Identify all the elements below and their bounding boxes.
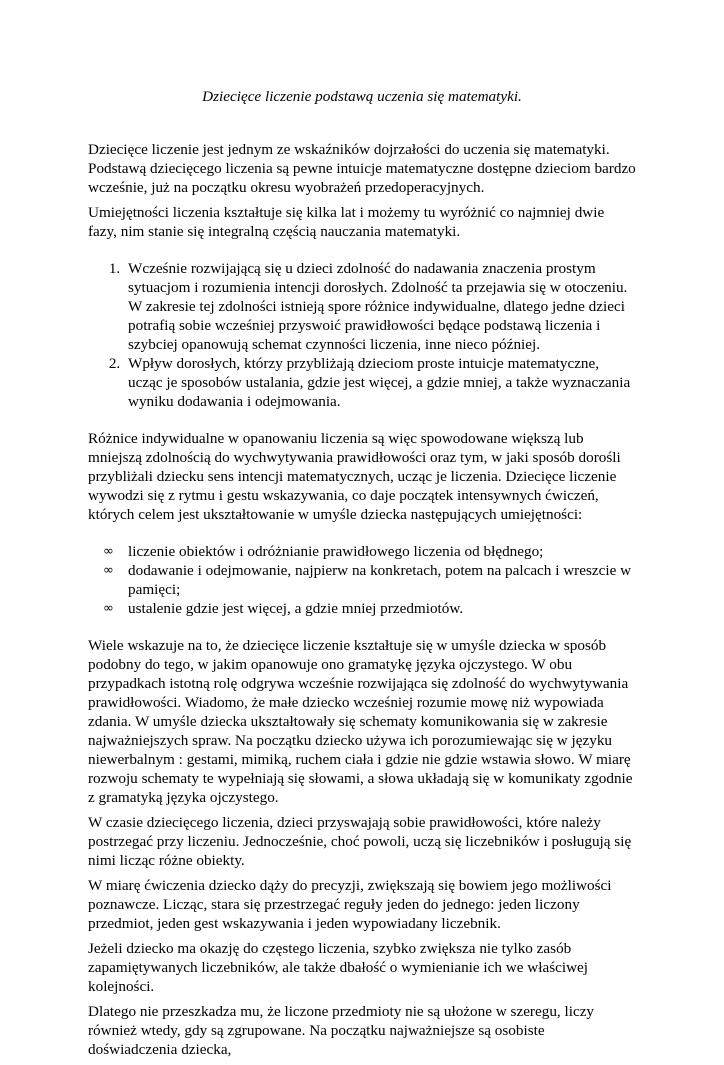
phase-item-1: 1. Wcześnie rozwijającą się u dzieci zdolność do nadawania znaczenia prostym sytuacjom i rozumienia intencji dorosłych. Zdolność ta przejawia się w otoczeniu. W zakresie tej zdolności istnieją spore różnice indywidualne, dlatego jedne dzieci potrafią sobie wcześniej przyswoić prawidłowości będące podstawą liczenia i szybciej opanowują schemat czynności liczenia, inne nieco później. bbox=[124, 259, 636, 354]
phase-item-2: 2. Wpływ dorosłych, którzy przybliżają dzieciom proste intuicje matematyczne, ucząc je sposobów ustalania, gdzie jest więcej, a gdzie mniej, a także wyznaczania wyniku dodawania i odejmowania. bbox=[124, 354, 636, 411]
skill-item-1 bbox=[103, 542, 636, 561]
skills-list bbox=[88, 542, 636, 618]
paragraph-regularities: W czasie dziecięcego liczenia, dzieci przyswajają sobie prawidłowości, które należy postrzegać przy liczeniu. Jednocześnie, choć powoli, uczą się liczebników i posługują się nimi licząc różne obiekty. bbox=[88, 814, 632, 869]
paragraph-intro: Dziecięce liczenie jest jednym ze wskaźników dojrzałości do uczenia się matematyki. Podstawą dziecięcego liczenia są pewne intuicje matematyczne dostępne dzieciom bardzo wcześnie, już na początku okresu wyobrażeń przedoperacyjnych. bbox=[88, 141, 636, 196]
document-body bbox=[88, 140, 636, 1065]
paragraph-differences: Różnice indywidualne w opanowaniu liczenia są więc spowodowane większą lub mniejszą zdolnością do wychwytywania prawidłowości oraz tym, w jaki sposób dorośli przybliżali dziecku sens intencji matematycznych, ucząc je liczenia. Dziecięce liczenie wywodzi się z rytmu i gestu wskazywania, co daje początek intensywnych ćwiczeń, których celem jest ukształtowanie w umyśle dziecka następujących umiejętności: bbox=[88, 430, 621, 523]
paragraph-precision: W miarę ćwiczenia dziecko dąży do precyzji, zwiększają się bowiem jego możliwości poznawcze. Licząc, stara się przestrzegać reguły jeden do jednego: jeden liczony przedmiot, jeden gest wskazywania i jeden wypowiadany liczebnik. bbox=[88, 877, 612, 932]
skill-text: ustalenie gdzie jest więcej, a gdzie mniej przedmiotów. bbox=[128, 600, 464, 617]
phases-list bbox=[88, 259, 636, 411]
paragraph-phases-intro: Umiejętności liczenia kształtuje się kilka lat i możemy tu wyróżnić co najmniej dwie fazy, nim stanie się integralną częścią nauczania matematyki. bbox=[88, 204, 605, 240]
skill-item-3 bbox=[103, 599, 636, 618]
infinity-bullet-icon: ∞ bbox=[103, 601, 114, 616]
infinity-bullet-icon: ∞ bbox=[103, 544, 114, 559]
skill-text: dodawanie i odejmowanie, najpierw na konkretach, potem na palcach i wreszcie w pamięci; bbox=[128, 562, 632, 598]
paragraph-grammar-analogy: Wiele wskazuje na to, że dziecięce liczenie kształtuje się w umyśle dziecka w sposób podobny do tego, w jakim opanowuje ono gramatykę języka ojczystego. W obu przypadkach istotną rolę odgrywa wcześnie rozwijająca się zdolność do wychwytywania prawidłowości. Wiadomo, że małe dziecko wcześniej rozumie mowę niż wypowiada zdania. W umyśle dziecka ukształtowały się schematy komunikowania się w zakresie najważniejszych spraw. Na początku dziecko używa ich porozumiewając się w języku niewerbalnym : gestami, mimiką, ruchem ciała i gdzie nie gdzie wstawia słowo. W miarę rozwoju schematy te wypełniają się słowami, a słowa układają się w komunikaty zgodnie z gramatyką języka ojczystego. bbox=[88, 637, 633, 806]
document-title: Dziecięce liczenie podstawą uczenia się matematyki. bbox=[202, 88, 522, 105]
paragraph-frequent-counting: Jeżeli dziecko ma okazję do częstego liczenia, szybko zwiększa nie tylko zasób zapamiętywanych liczebników, ale także dbałość o wymienianie ich we właściwej kolejności. bbox=[88, 940, 589, 995]
paragraph-grouped-objects: Dlatego nie przeszkadza mu, że liczone przedmioty nie są ułożone w szeregu, liczy również wtedy, gdy są zgrupowane. Na początku najważniejsze są osobiste doświadczenia dziecka, bbox=[88, 1003, 595, 1058]
infinity-bullet-icon: ∞ bbox=[103, 563, 114, 578]
skill-item-2 bbox=[103, 561, 636, 599]
skill-text: liczenie obiektów i odróżnianie prawidłowego liczenia od błędnego; bbox=[128, 543, 544, 560]
